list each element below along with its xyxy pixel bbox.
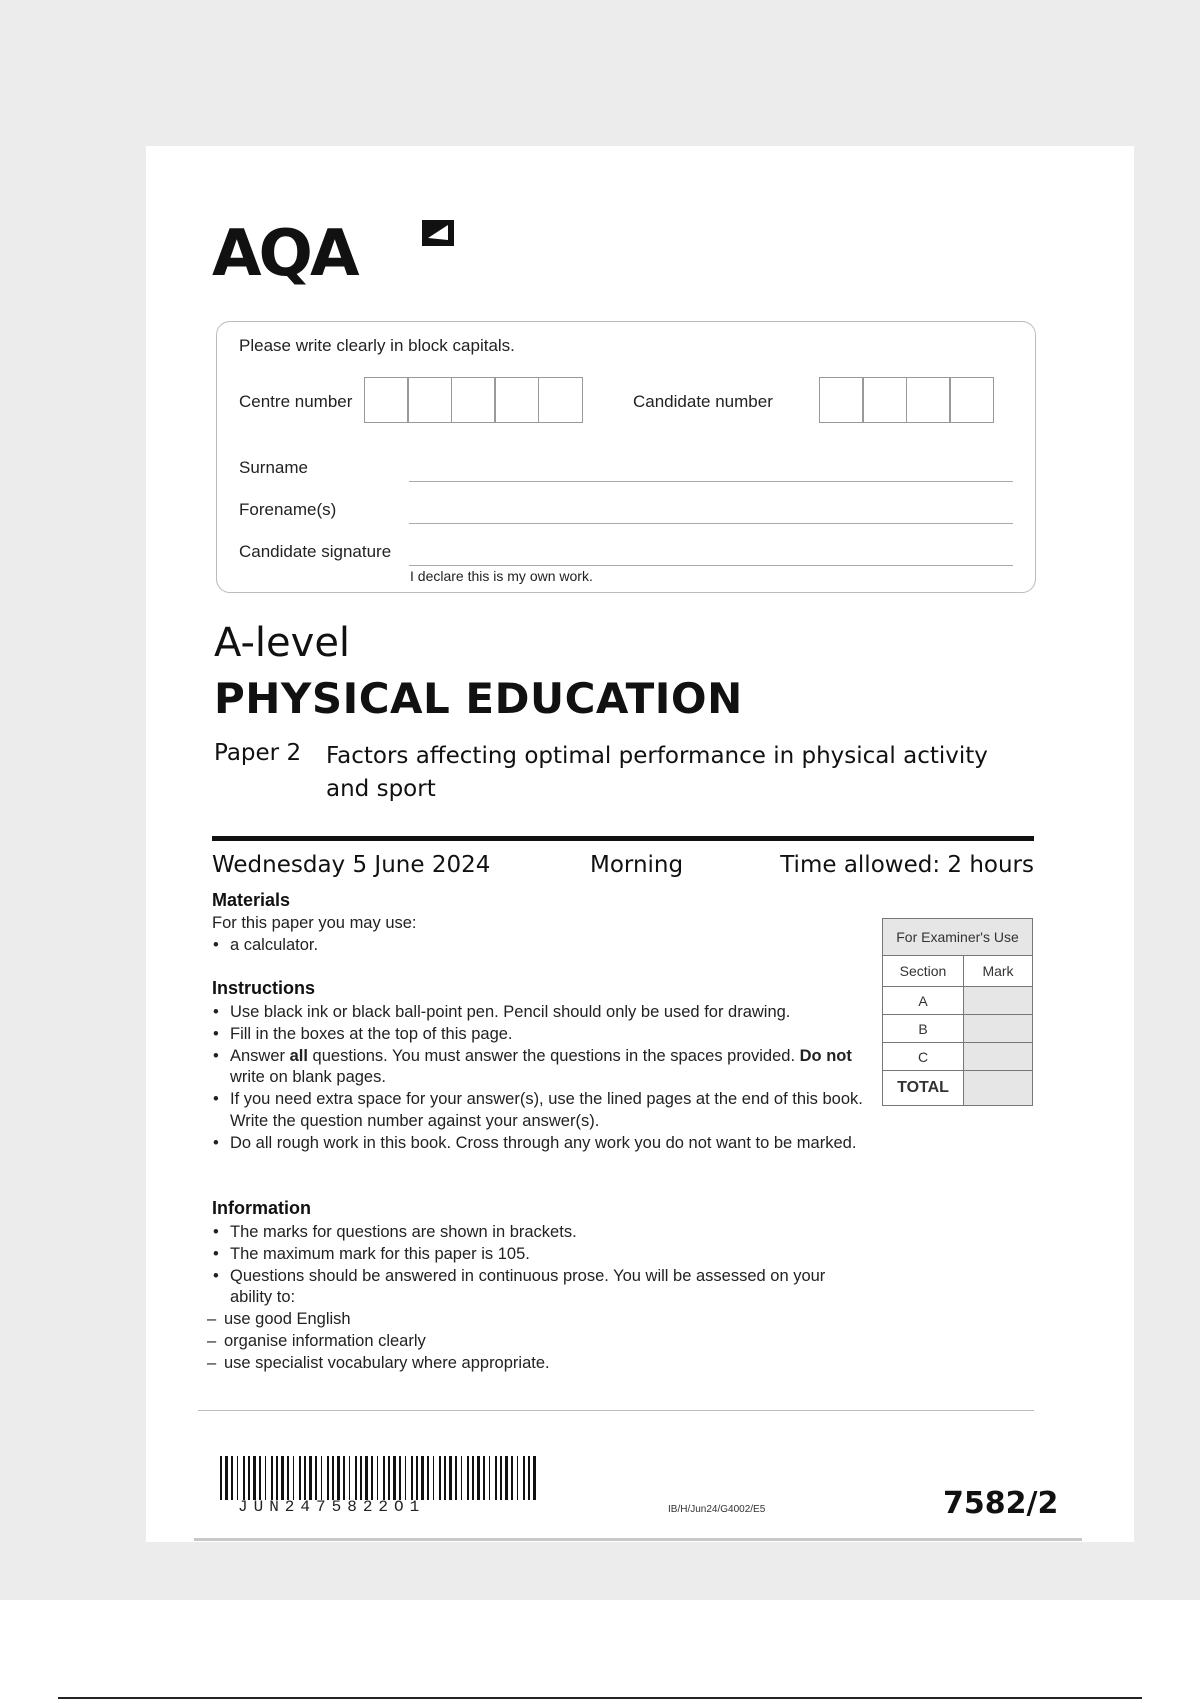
barcode-bar [276, 1456, 278, 1500]
forename-label: Forename(s) [239, 500, 337, 519]
barcode-bar [455, 1456, 457, 1500]
materials-body [212, 913, 872, 957]
paper-code: 7582/2 [943, 1486, 1059, 1521]
forename-line[interactable] [409, 523, 1013, 524]
barcode-bar [265, 1456, 266, 1500]
barcode-bar [467, 1456, 469, 1500]
barcode-bar [332, 1456, 334, 1500]
surname-line[interactable] [409, 481, 1013, 482]
barcode-bar [505, 1456, 508, 1500]
materials-item: • a calculator. [230, 935, 872, 957]
instruction-item: • If you need extra space for your answer(s), use the lined pages at the end of this book. Write the question number against your answer(s). [230, 1089, 872, 1133]
section-cell: A [883, 987, 964, 1015]
exam-session: Morning [590, 852, 684, 878]
examiner-table-title: For Examiner's Use [883, 919, 1033, 956]
instruction-item: • Do all rough work in this book. Cross through any work you do not want to be marked. [230, 1133, 872, 1155]
barcode-bar [337, 1456, 340, 1500]
section-cell: C [883, 1043, 964, 1071]
barcode-bar [220, 1456, 222, 1500]
bottom-rule [58, 1697, 1142, 1699]
information-sub-item: – organise information clearly [224, 1331, 872, 1353]
paper-title: Factors affecting optimal performance in physical activity and sport [326, 743, 988, 802]
declaration-text: I declare this is my own work. [410, 568, 593, 584]
barcode-bar [321, 1456, 322, 1500]
barcode-bar [517, 1456, 518, 1500]
paper-number: Paper 2 [214, 740, 302, 766]
centre-digit-box[interactable] [538, 377, 583, 423]
time-allowed: Time allowed: 2 hours [780, 852, 1034, 878]
centre-digit-box[interactable] [364, 377, 409, 423]
barcode-bar [225, 1456, 228, 1500]
paper-reference: IB/H/Jun24/G4002/E5 [668, 1504, 766, 1515]
barcode-bar [421, 1456, 424, 1500]
barcode-bar [377, 1456, 378, 1500]
centre-number-boxes[interactable] [365, 377, 583, 423]
barcode-bar [237, 1456, 238, 1500]
centre-digit-box[interactable] [494, 377, 539, 423]
surname-label: Surname [239, 458, 308, 477]
candidate-number-boxes[interactable] [820, 377, 994, 423]
logo-mark-icon [420, 216, 456, 256]
candidate-digit-box[interactable] [819, 377, 864, 423]
qualification-level: A-level [214, 620, 351, 666]
barcode-bar [472, 1456, 474, 1500]
logo-text: AQA [212, 217, 357, 291]
barcode-bar [405, 1456, 406, 1500]
information-body [212, 1222, 872, 1375]
barcode-bar [393, 1456, 396, 1500]
information-item: • Questions should be answered in continuous prose. You will be assessed on your ability to: [230, 1266, 872, 1310]
barcode-bar [343, 1456, 345, 1500]
total-mark-cell [964, 1071, 1033, 1106]
barcode-bar [299, 1456, 301, 1500]
information-heading: Information [212, 1198, 311, 1218]
barcode-bar [411, 1456, 413, 1500]
barcode-bar [259, 1456, 261, 1500]
barcode-bar [365, 1456, 368, 1500]
barcode-bar [287, 1456, 289, 1500]
section-column-header: Section [883, 956, 964, 987]
barcode-icon [220, 1456, 536, 1500]
barcode-bar [533, 1456, 536, 1500]
barcode-bar [231, 1456, 233, 1500]
information-sub-item: – use specialist vocabulary where appropriate. [224, 1353, 872, 1375]
barcode-bar [271, 1456, 273, 1500]
barcode-bar [528, 1456, 530, 1500]
candidate-digit-box[interactable] [906, 377, 951, 423]
barcode-bar [327, 1456, 329, 1500]
signature-line[interactable] [409, 565, 1013, 566]
candidate-digit-box[interactable] [862, 377, 907, 423]
centre-digit-box[interactable] [407, 377, 452, 423]
exam-cover-page [146, 146, 1134, 1542]
barcode-bar [433, 1456, 434, 1500]
subject-title: PHYSICAL EDUCATION [214, 674, 743, 723]
centre-digit-box[interactable] [451, 377, 496, 423]
candidate-details-box [216, 321, 1036, 593]
barcode-bar [309, 1456, 312, 1500]
page-shadow [194, 1538, 1082, 1541]
mark-cell [964, 987, 1033, 1015]
information-item: • The maximum mark for this paper is 105. [230, 1244, 872, 1266]
barcode-text: JUN2475822O1 [238, 1498, 426, 1516]
header-divider [212, 836, 1034, 841]
barcode-bar [483, 1456, 485, 1500]
barcode-bar [349, 1456, 350, 1500]
barcode-bar [500, 1456, 502, 1500]
barcode-bar [461, 1456, 462, 1500]
section-cell: B [883, 1015, 964, 1043]
barcode-bar [427, 1456, 429, 1500]
materials-heading: Materials [212, 890, 291, 910]
barcode-bar [388, 1456, 390, 1500]
barcode-bar [304, 1456, 306, 1500]
instructions-body [212, 1002, 872, 1155]
barcode-bar [360, 1456, 362, 1500]
examiner-use-table [882, 918, 1033, 1106]
barcode-bar [399, 1456, 401, 1500]
footer-divider [198, 1410, 1034, 1411]
barcode-bar [371, 1456, 373, 1500]
barcode-bar [449, 1456, 452, 1500]
total-label: TOTAL [883, 1071, 964, 1106]
barcode-bar [383, 1456, 385, 1500]
barcode-bar [355, 1456, 357, 1500]
mark-cell [964, 1015, 1033, 1043]
barcode-bar [281, 1456, 284, 1500]
barcode-bar [315, 1456, 317, 1500]
candidate-number-label: Candidate number [633, 392, 773, 411]
barcode-bar [243, 1456, 245, 1500]
barcode-bar [523, 1456, 525, 1500]
instruction-item: • Use black ink or black ball-point pen. Pencil should only be used for drawing. [230, 1002, 872, 1024]
aqa-logo [212, 217, 357, 291]
instruction-item: • Fill in the boxes at the top of this page. [230, 1024, 872, 1046]
signature-label: Candidate signature [239, 542, 392, 561]
materials-intro: For this paper you may use: [212, 914, 417, 932]
barcode-bar [511, 1456, 513, 1500]
barcode-bar [489, 1456, 490, 1500]
barcode-bar [248, 1456, 250, 1500]
block-capitals-instruction: Please write clearly in block capitals. [239, 336, 515, 355]
mark-column-header: Mark [964, 956, 1033, 987]
barcode-bar [253, 1456, 256, 1500]
information-item: • The marks for questions are shown in brackets. [230, 1222, 872, 1244]
mark-cell [964, 1043, 1033, 1071]
barcode-bar [444, 1456, 446, 1500]
barcode-bar [495, 1456, 497, 1500]
instruction-item-answer-all: • Answer all questions. You must answer the questions in the spaces provided. Do not write on blank pages. [230, 1046, 872, 1090]
barcode-bar [293, 1456, 294, 1500]
centre-number-label: Centre number [239, 392, 353, 411]
candidate-digit-box[interactable] [949, 377, 994, 423]
instructions-heading: Instructions [212, 978, 316, 998]
barcode-bar [477, 1456, 480, 1500]
barcode-bar [416, 1456, 418, 1500]
exam-date: Wednesday 5 June 2024 [212, 852, 491, 878]
information-sub-item: – use good English [224, 1309, 872, 1331]
barcode-bar [439, 1456, 441, 1500]
